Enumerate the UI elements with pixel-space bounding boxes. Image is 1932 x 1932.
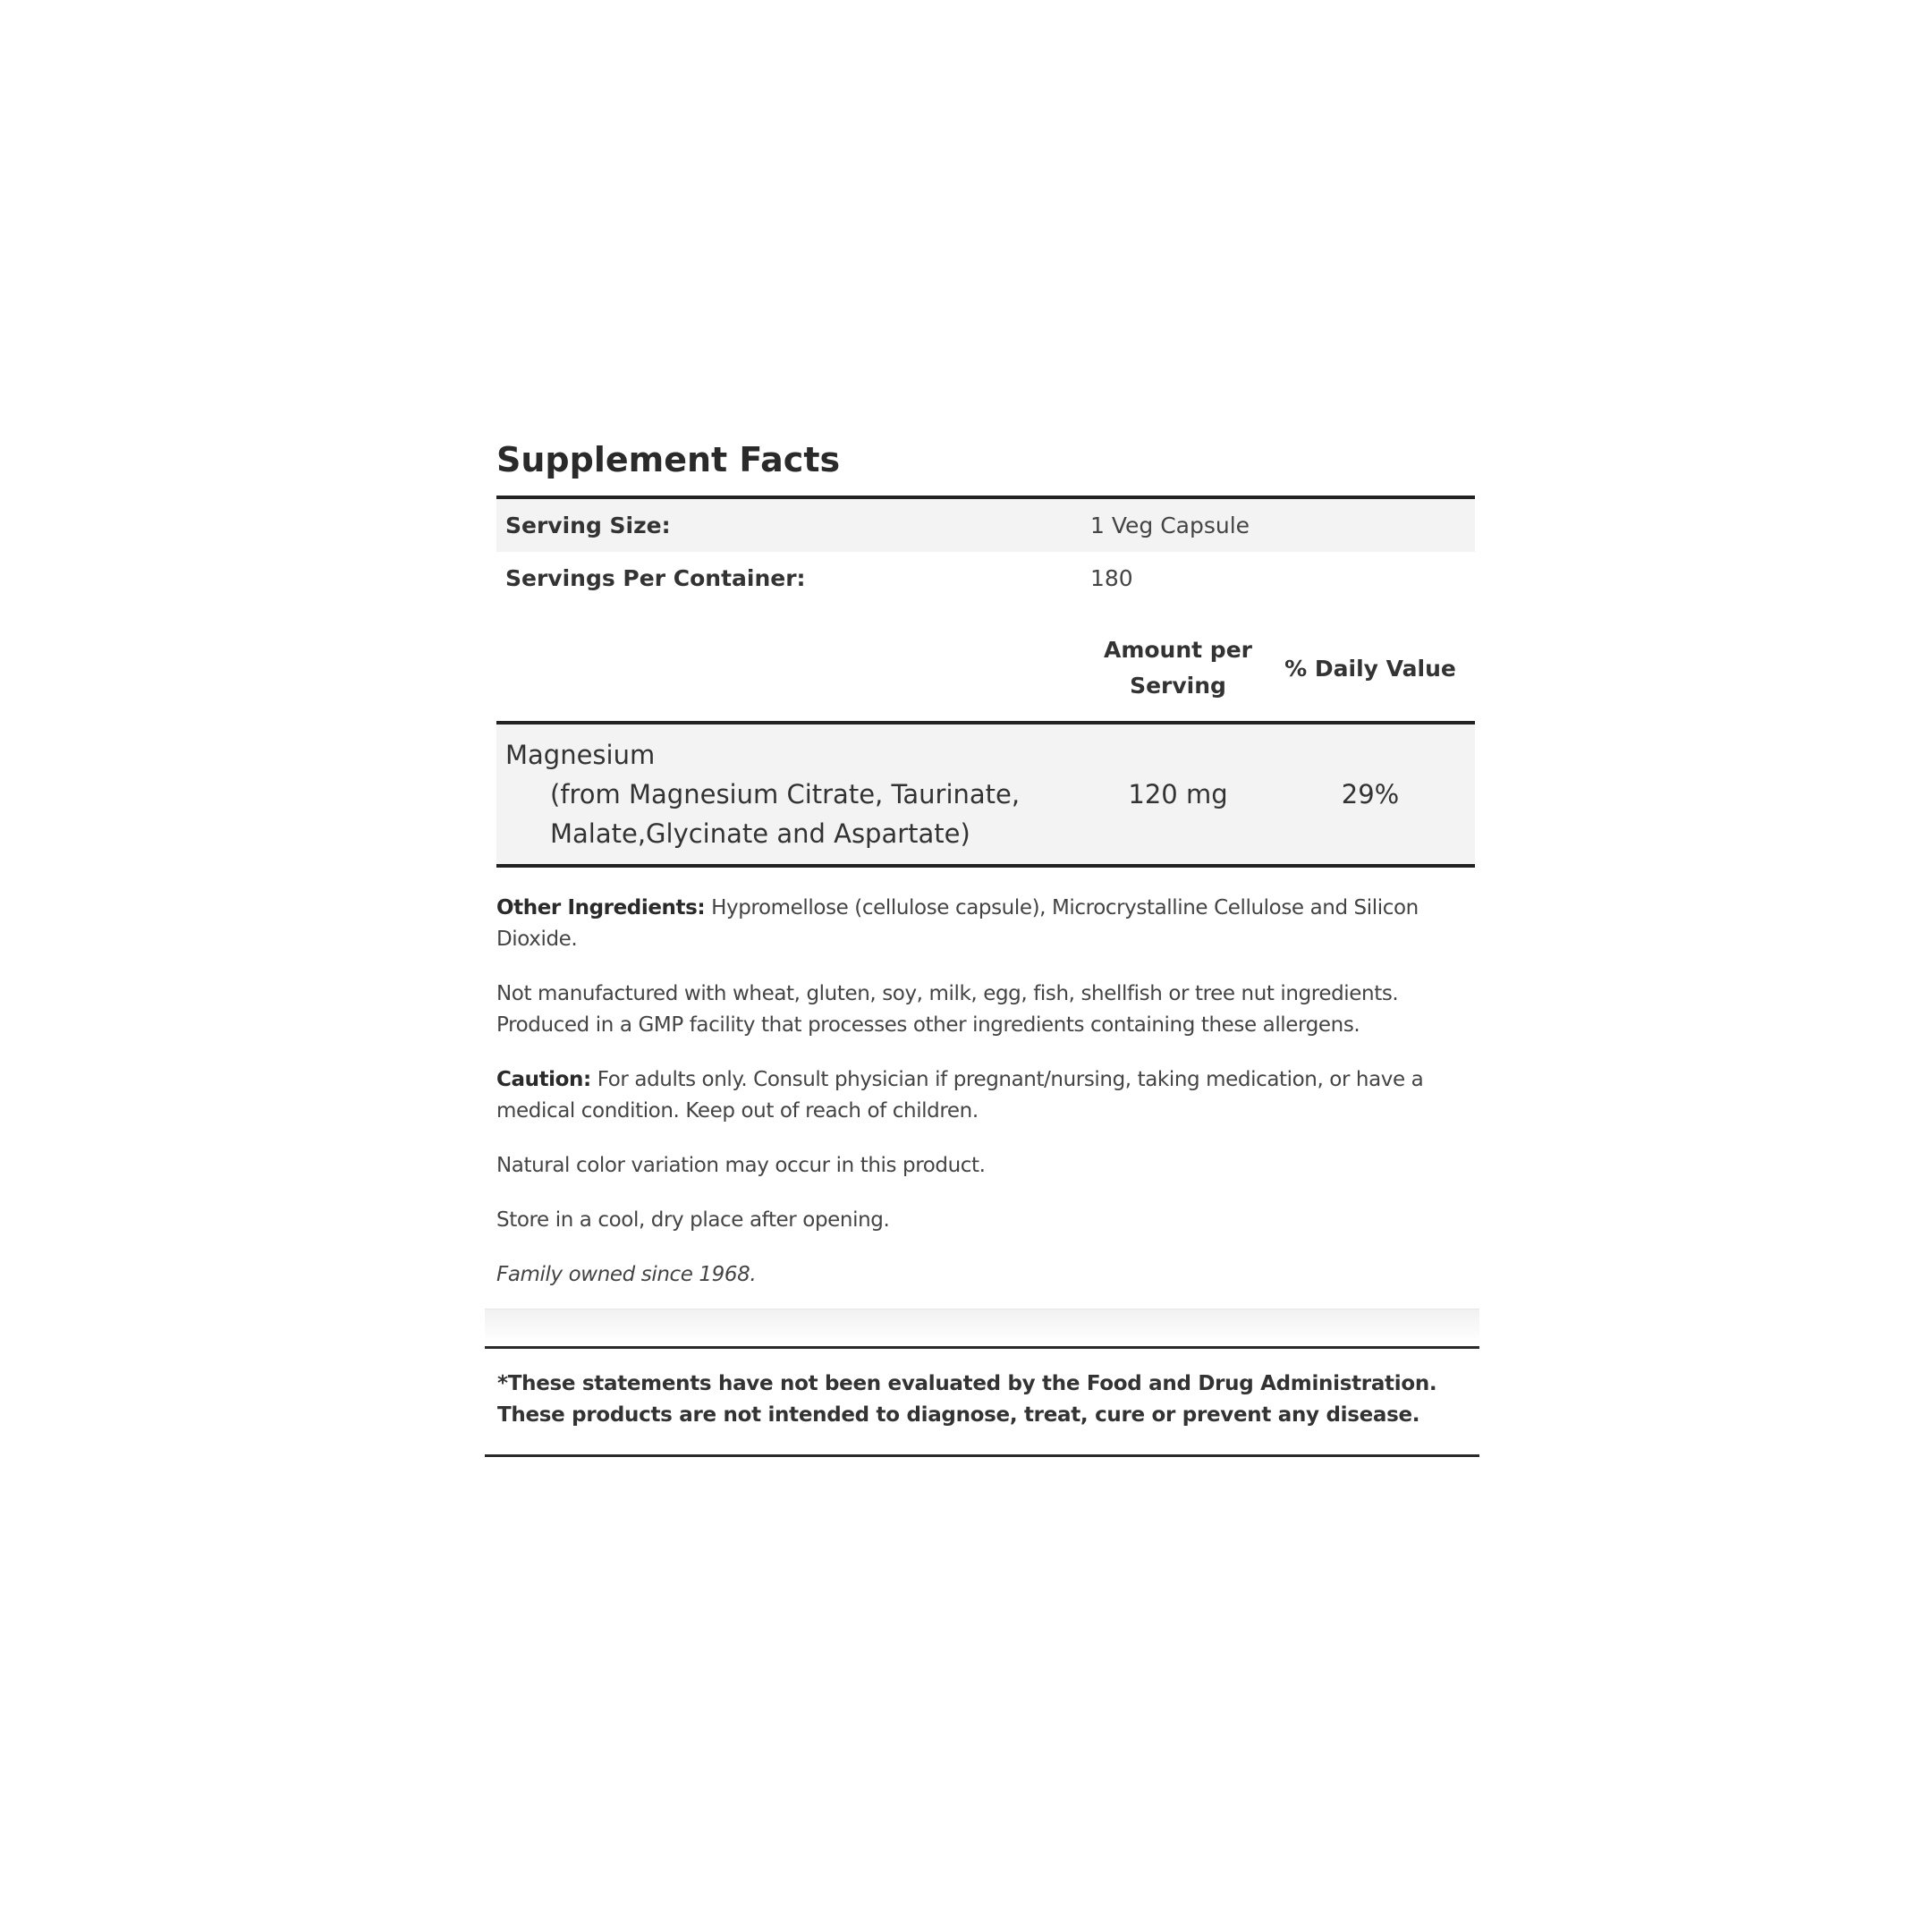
other-ingredients-text: Hypromellose (cellulose capsule), Microcrystalline Cellulose and Silicon Dioxide. bbox=[496, 896, 1419, 951]
other-ingredients-label: Other Ingredients: bbox=[496, 896, 706, 919]
serving-size-value: 1 Veg Capsule bbox=[1090, 513, 1250, 538]
label-notes bbox=[496, 893, 1475, 1291]
serving-size-label: Serving Size: bbox=[505, 513, 671, 538]
column-header-amount: Amount per Serving bbox=[1103, 637, 1252, 699]
nutrient-row bbox=[496, 724, 1475, 868]
storage-note: Store in a cool, dry place after opening. bbox=[496, 1208, 890, 1232]
nutrient-name: Magnesium bbox=[505, 740, 656, 770]
caution-label: Caution: bbox=[496, 1068, 591, 1091]
column-header-daily-value: % Daily Value bbox=[1284, 655, 1456, 682]
column-header-row bbox=[496, 615, 1475, 724]
color-variation-note: Natural color variation may occur in this product. bbox=[496, 1154, 986, 1177]
nutrient-source-line-1: (from Magnesium Citrate, Taurinate, bbox=[550, 779, 1021, 809]
serving-size-row bbox=[496, 499, 1475, 552]
caution-statement bbox=[496, 1064, 1475, 1127]
nutrient-name-block bbox=[496, 735, 1090, 853]
allergen-statement: Not manufactured with wheat, gluten, soy, milk, egg, fish, shellfish or tree nut ingredients. Produced in a GMP facility that processes other ingredients containing these allergens. bbox=[496, 982, 1399, 1037]
nutrient-daily-value: 29% bbox=[1341, 779, 1400, 809]
panel-title: Supplement Facts bbox=[496, 440, 841, 479]
servings-per-container-value: 180 bbox=[1090, 565, 1133, 591]
other-ingredients bbox=[496, 893, 1475, 955]
section-divider-shadow bbox=[485, 1309, 1479, 1343]
servings-per-container-row bbox=[496, 552, 1475, 605]
nutrient-amount: 120 mg bbox=[1128, 779, 1228, 809]
caution-text: For adults only. Consult physician if pregnant/nursing, taking medication, or have a medical condition. Keep out of reach of children. bbox=[496, 1068, 1424, 1123]
facts-table bbox=[496, 496, 1475, 868]
nutrient-source-line-2: Malate,Glycinate and Aspartate) bbox=[550, 818, 970, 849]
fda-disclaimer: *These statements have not been evaluated by the Food and Drug Administration. These products are not intended to diagnose, treat, cure or prevent any disease. bbox=[485, 1346, 1479, 1457]
servings-per-container-label: Servings Per Container: bbox=[505, 565, 806, 591]
family-owned-note: Family owned since 1968. bbox=[496, 1263, 757, 1286]
supplement-facts-panel bbox=[496, 429, 1475, 1314]
